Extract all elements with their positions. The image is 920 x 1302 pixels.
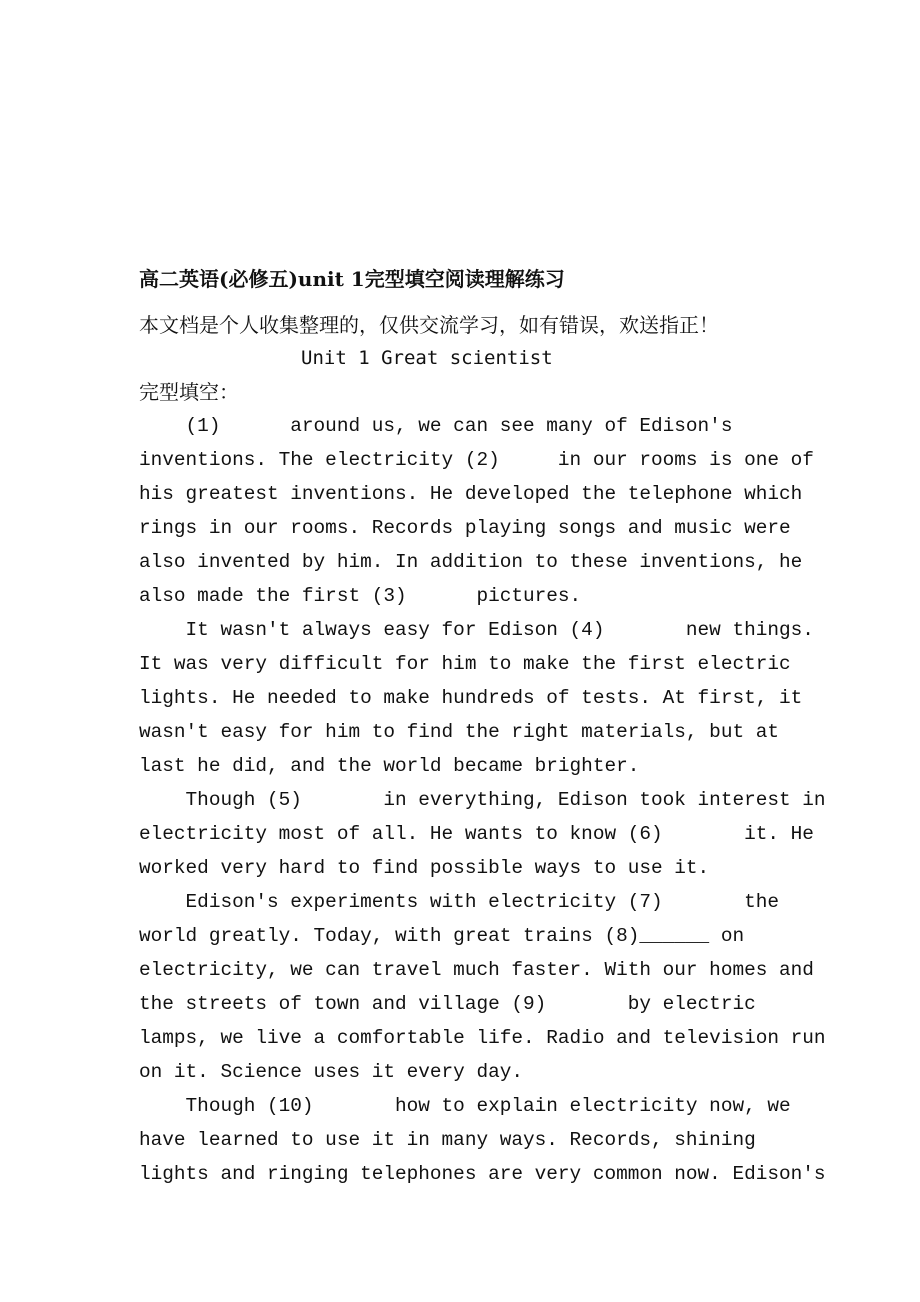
passage-line: his greatest inventions. He developed the telephone which <box>139 483 803 505</box>
passage-line: electricity most of all. He wants to know (6) it. He <box>139 823 814 845</box>
cloze-passage <box>139 412 826 1194</box>
passage-line: have learned to use it in many ways. Records, shining <box>139 1129 756 1151</box>
passage-line: Edison's experiments with electricity (7) the <box>139 891 779 913</box>
document-title: 高二英语(必修五)unit 1完型填空阅读理解练习 <box>139 267 565 291</box>
passage-line: electricity, we can travel much faster. With our homes and <box>139 959 814 981</box>
passage-line: lamps, we live a comfortable life. Radio and television run <box>139 1027 826 1049</box>
passage-line: worked very hard to find possible ways to use it. <box>139 857 710 879</box>
passage-line: rings in our rooms. Records playing songs and music were <box>139 517 791 539</box>
passage-line: It wasn't always easy for Edison (4) new things. <box>139 619 814 641</box>
passage-line: lights. He needed to make hundreds of tests. At first, it <box>139 687 803 709</box>
passage-line: inventions. The electricity (2) in our rooms is one of <box>139 449 814 471</box>
document-notice: 本文档是个人收集整理的，仅供交流学习，如有错误，欢送指正！ <box>139 313 719 337</box>
passage-line: also made the first (3) pictures. <box>139 585 582 607</box>
passage-line: the streets of town and village (9) by electric <box>139 993 756 1015</box>
passage-line: last he did, and the world became brighter. <box>139 755 640 777</box>
passage-line: on it. Science uses it every day. <box>139 1061 523 1083</box>
passage-line: Though (5) in everything, Edison took interest in <box>139 789 826 811</box>
passage-line: Though (10) how to explain electricity now, we <box>139 1095 791 1117</box>
passage-line: also invented by him. In addition to these inventions, he <box>139 551 803 573</box>
passage-line: (1) around us, we can see many of Edison's <box>139 415 733 437</box>
passage-line: world greatly. Today, with great trains (8)______ on <box>139 925 745 947</box>
unit-heading: Unit 1 Great scientist <box>301 347 553 369</box>
passage-line: wasn't easy for him to find the right materials, but at <box>139 721 779 743</box>
section-label: 完型填空： <box>139 380 239 404</box>
passage-line: lights and ringing telephones are very common now. Edison's <box>139 1163 826 1185</box>
passage-line: It was very difficult for him to make the first electric <box>139 653 791 675</box>
